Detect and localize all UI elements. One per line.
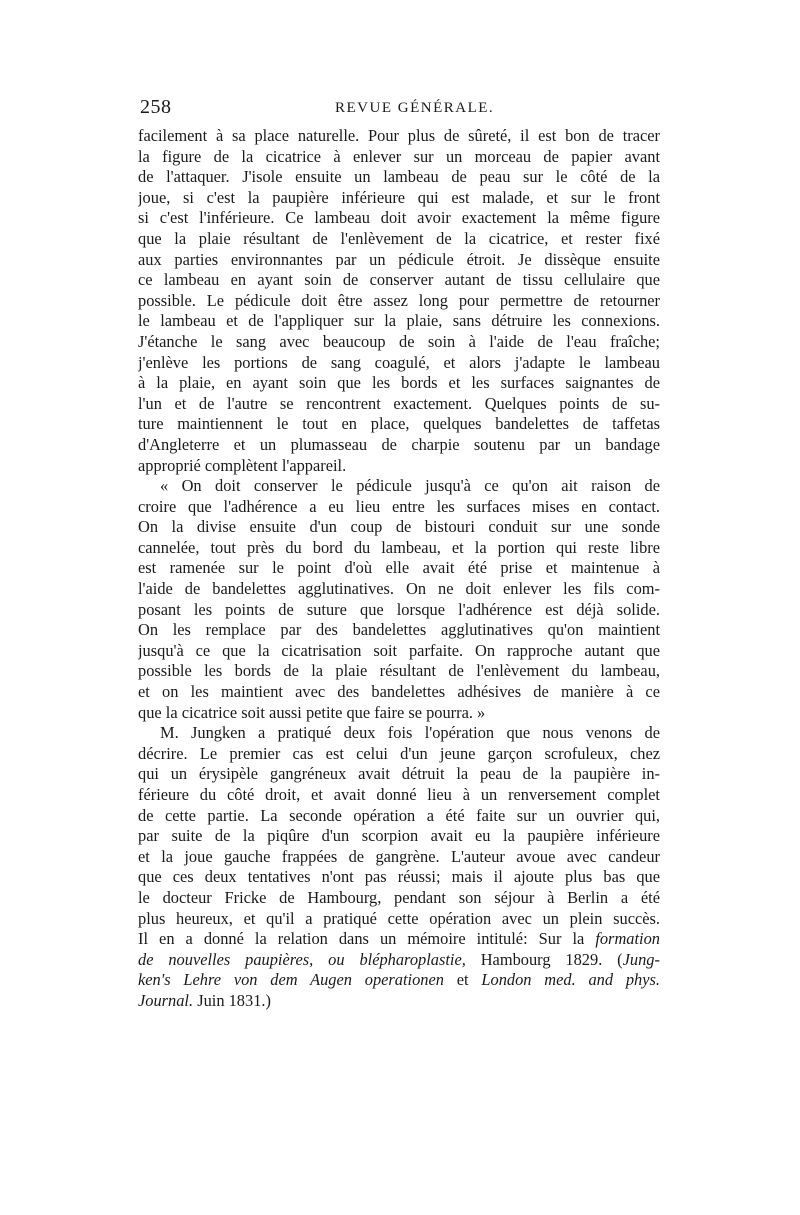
text-line: jusqu'à ce que la cicatrisation soit parfaite. On rapproche autant que bbox=[138, 640, 660, 660]
text-line: possible. Le pédicule doit être assez long pour permettre de retourner bbox=[138, 290, 660, 310]
page-number: 258 bbox=[140, 96, 172, 118]
text-line: « On doit conserver le pédicule jusqu'à ce qu'on ait raison de bbox=[160, 476, 660, 496]
text-line: On la divise ensuite d'un coup de bistouri conduit sur une sonde bbox=[138, 517, 660, 537]
text-line: et on les maintient avec des bandelettes adhésives de manière à ce bbox=[138, 682, 660, 702]
text-line: joue, si c'est la paupière inférieure qui est malade, et sur le front bbox=[138, 187, 660, 207]
text-line: j'enlève les portions de sang coagulé, et alors j'adapte le lambeau bbox=[138, 352, 660, 372]
text-span: et bbox=[443, 970, 482, 990]
italic-title: formation bbox=[595, 929, 660, 949]
text-line: cannelée, tout près du bord du lambeau, et la portion qui reste libre bbox=[138, 537, 660, 557]
text-line: M. Jungken a pratiqué deux fois l'opération que nous venons de bbox=[160, 723, 660, 743]
text-line: posant les points de suture que lorsque l'adhérence est déjà solide. bbox=[138, 599, 660, 619]
page-header bbox=[140, 96, 660, 120]
text-line: J'étanche le sang avec beaucoup de soin à l'aide de l'eau fraîche; bbox=[138, 331, 660, 351]
text-line: plus heureux, et qu'il a pratiqué cette opération avec un plein succès. bbox=[138, 908, 660, 928]
text-line: est ramenée sur le point d'où elle avait été prise et maintenue à bbox=[138, 558, 660, 578]
text-span: Hambourg 1829. ( bbox=[480, 949, 623, 969]
text-line: décrire. Le premier cas est celui d'un jeune garçon scrofuleux, chez bbox=[138, 743, 660, 763]
running-title: REVUE GÉNÉRALE. bbox=[335, 100, 495, 116]
text-line: l'aide de bandelettes agglutinatives. On ne doit enlever les fils com- bbox=[138, 579, 660, 599]
text-line: le docteur Fricke de Hambourg, pendant son séjour à Berlin a été bbox=[138, 887, 660, 907]
text-line bbox=[138, 950, 660, 971]
text-line: facilement à sa place naturelle. Pour plus de sûreté, il est bon de tracer bbox=[138, 126, 660, 145]
text-line: le lambeau et de l'appliquer sur la plaie, sans détruire les connexions. bbox=[138, 311, 660, 331]
text-line: l'un et de l'autre se rencontrent exactement. Quelques points de su- bbox=[138, 393, 660, 413]
text-line: que la cicatrice soit aussi petite que faire se pourra. » bbox=[138, 702, 486, 722]
text-line bbox=[138, 970, 660, 991]
text-line bbox=[138, 929, 660, 950]
text-line: à la plaie, en ayant soin que les bords et les surfaces saignantes de bbox=[138, 373, 660, 393]
text-line: approprié complètent l'appareil. bbox=[138, 455, 347, 475]
text-span: Juin 1831.) bbox=[193, 990, 271, 1010]
italic-title: Journal. bbox=[138, 990, 194, 1010]
text-line bbox=[138, 991, 660, 1012]
text-span: Il en a donné la relation dans un mémoire intitulé: Sur la bbox=[138, 929, 585, 949]
text-line: de cette partie. La seconde opération a été faite sur un ouvrier qui, bbox=[138, 805, 660, 825]
text-line: la figure de la cicatrice à enlever sur un morceau de papier avant bbox=[138, 146, 660, 166]
italic-title: de nouvelles paupières, ou blépharoplastie, bbox=[138, 949, 466, 969]
text-line: d'Angleterre et un plumasseau de charpie soutenu par un bandage bbox=[138, 434, 660, 454]
italic-title: London med. and phys. bbox=[481, 970, 660, 990]
text-line: que ces deux tentatives n'ont pas réussi; mais il ajoute plus bas que bbox=[138, 867, 660, 887]
text-line: ture maintiennent le tout en place, quelques bandelettes de taffetas bbox=[138, 414, 660, 434]
text-line: si c'est l'inférieure. Ce lambeau doit avoir exactement la même figure bbox=[138, 208, 660, 228]
body-text bbox=[138, 126, 660, 1012]
text-line: et la joue gauche frappées de gangrène. L'auteur avoue avec candeur bbox=[138, 846, 660, 866]
text-line: On les remplace par des bandelettes agglutinatives qu'on maintient bbox=[138, 620, 660, 640]
text-line: par suite de la piqûre d'un scorpion avait eu la paupière inférieure bbox=[138, 826, 660, 846]
text-line: possible les bords de la plaie résultant de l'enlèvement du lambeau, bbox=[138, 661, 660, 681]
text-line: férieure du côté droit, et avait donné lieu à un renversement complet bbox=[138, 785, 660, 804]
text-line: qui un érysipèle gangréneux avait détruit la peau de la paupière in- bbox=[138, 764, 660, 784]
text-line: que la plaie résultant de l'enlèvement de la cicatrice, et rester fixé bbox=[138, 228, 660, 248]
italic-title: ken's Lehre von dem Augen operationen bbox=[138, 970, 444, 990]
text-line: de l'attaquer. J'isole ensuite un lambeau de peau sur le côté de la bbox=[138, 167, 660, 187]
text-line: aux parties environnantes par un pédicule étroit. Je dissèque ensuite bbox=[138, 249, 660, 269]
text-line: ce lambeau en ayant soin de conserver autant de tissu cellulaire que bbox=[138, 270, 660, 290]
text-line: croire que l'adhérence a eu lieu entre les surfaces mises en contact. bbox=[138, 496, 660, 516]
italic-title: Jung- bbox=[622, 949, 660, 969]
